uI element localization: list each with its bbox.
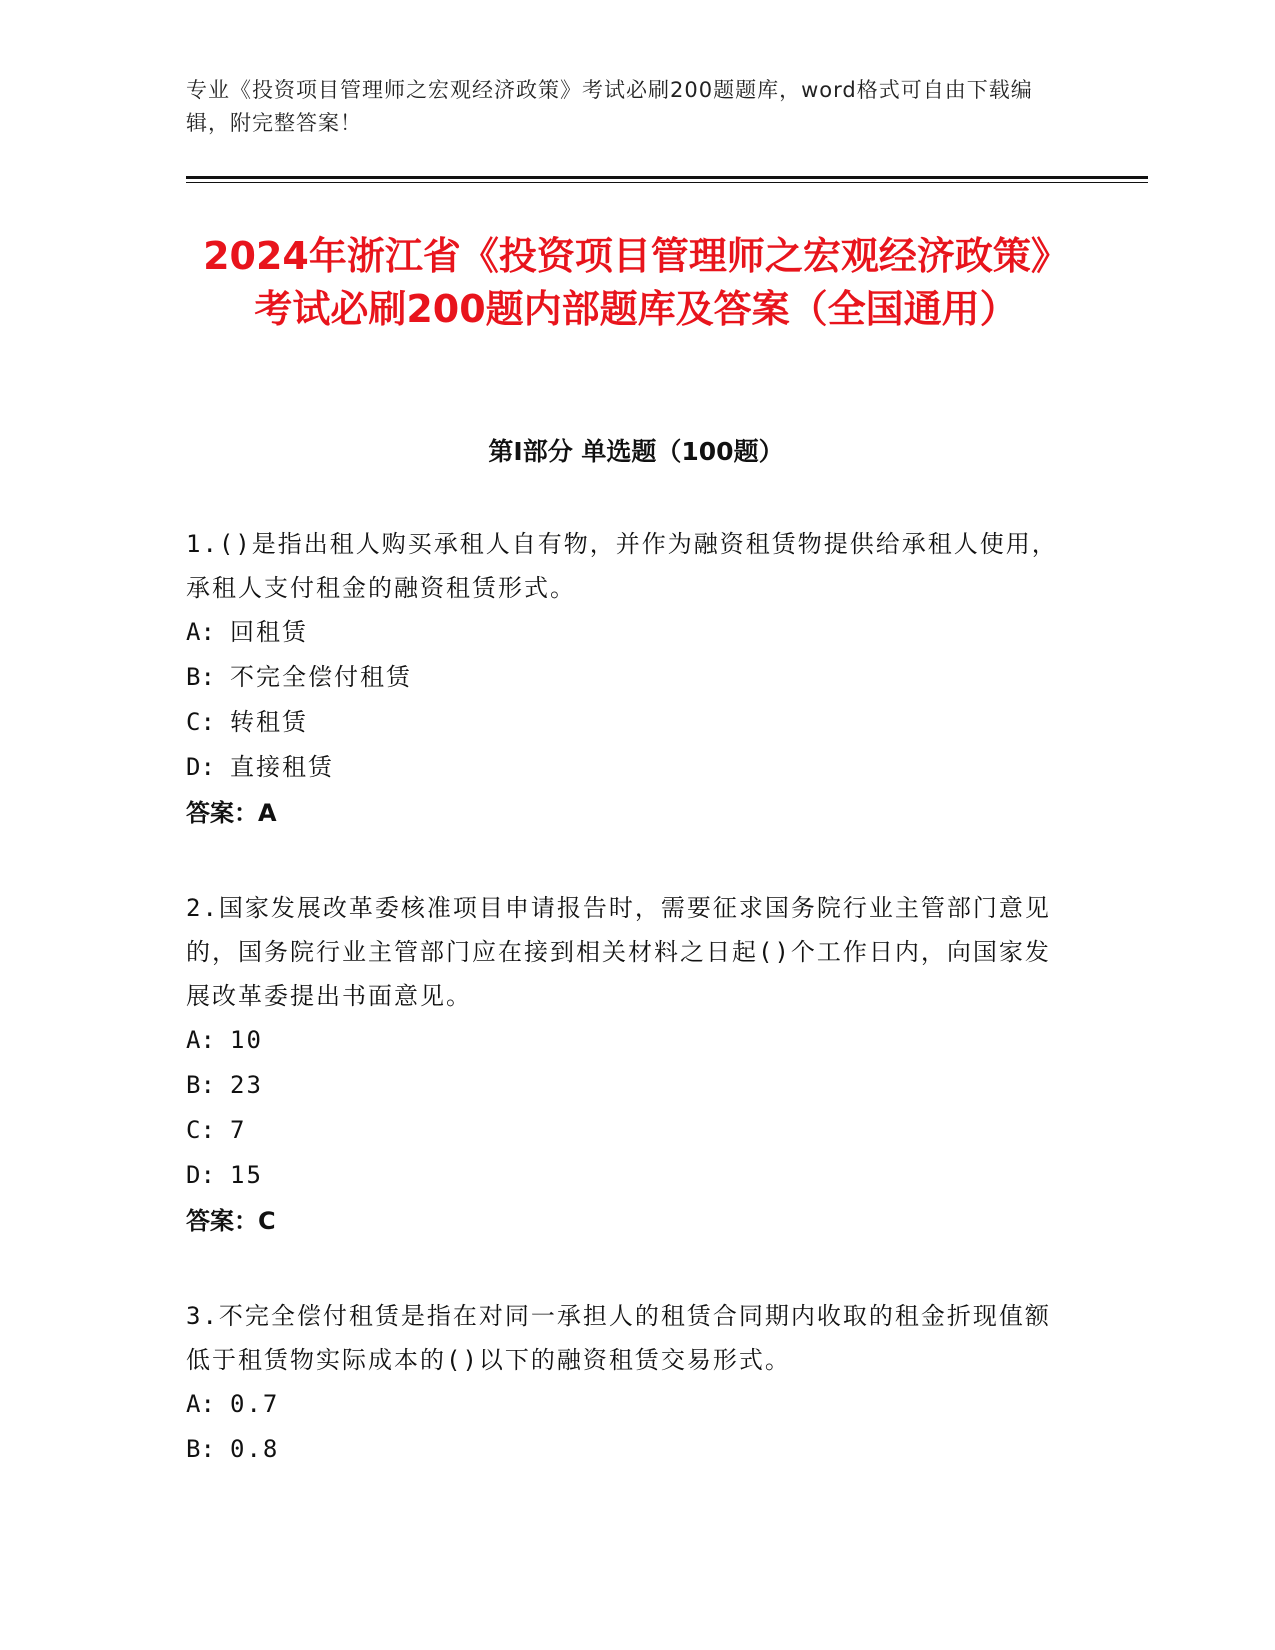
option-letter: B:: [186, 1071, 215, 1099]
option-letter: A:: [186, 1026, 215, 1054]
option-letter: D:: [186, 753, 215, 781]
section-title: 第Ⅰ部分 单选题（100题）: [488, 437, 784, 466]
option-text: 0.7: [230, 1390, 280, 1418]
question-1: [186, 522, 1066, 836]
option-text: 回租赁: [230, 618, 308, 646]
question-2: [186, 886, 1066, 1244]
question-3: [186, 1294, 1066, 1472]
option-a: [186, 610, 1066, 655]
option-c: [186, 1108, 1066, 1153]
question-list: [186, 522, 1066, 1522]
option-letter: C:: [186, 708, 215, 736]
document-title: 2024年浙江省《投资项目管理师之宏观经济政策》考试必刷200题内部题库及答案（全国通用）: [203, 234, 1069, 331]
option-d: [186, 1153, 1066, 1198]
option-letter: B:: [186, 1435, 215, 1463]
answer-line: 答案：C: [186, 1207, 276, 1235]
option-text: 转租赁: [230, 708, 308, 736]
header-rule-thick: [186, 176, 1148, 179]
option-text: 0.8: [230, 1435, 280, 1463]
option-a: [186, 1018, 1066, 1063]
question-stem: 1.()是指出租人购买承租人自有物，并作为融资租赁物提供给承租人使用，承租人支付租金的融资租赁形式。: [186, 530, 1058, 602]
option-d: [186, 745, 1066, 790]
header-note: 专业《投资项目管理师之宏观经济政策》考试必刷200题题库，word格式可自由下载编辑，附完整答案！: [186, 78, 1033, 135]
question-stem: 3.不完全偿付租赁是指在对同一承担人的租赁合同期内收取的租金折现值额低于租赁物实际成本的()以下的融资租赁交易形式。: [186, 1302, 1051, 1374]
option-c: [186, 700, 1066, 745]
option-b: [186, 1063, 1066, 1108]
option-text: 23: [230, 1071, 263, 1099]
header-rule-thin: [186, 182, 1148, 183]
option-text: 直接租赁: [230, 753, 334, 781]
option-text: 15: [230, 1161, 263, 1189]
option-text: 10: [230, 1026, 263, 1054]
answer-line: 答案：A: [186, 799, 277, 827]
option-letter: A:: [186, 1390, 215, 1418]
option-letter: A:: [186, 618, 215, 646]
option-b: [186, 1427, 1066, 1472]
option-a: [186, 1382, 1066, 1427]
option-text: 7: [230, 1116, 247, 1144]
option-b: [186, 655, 1066, 700]
option-letter: B:: [186, 663, 215, 691]
option-letter: D:: [186, 1161, 215, 1189]
question-stem: 2.国家发展改革委核准项目申请报告时，需要征求国务院行业主管部门意见的，国务院行业主管部门应在接到相关材料之日起()个工作日内，向国家发展改革委提出书面意见。: [186, 894, 1051, 1010]
option-text: 不完全偿付租赁: [230, 663, 412, 691]
option-letter: C:: [186, 1116, 215, 1144]
